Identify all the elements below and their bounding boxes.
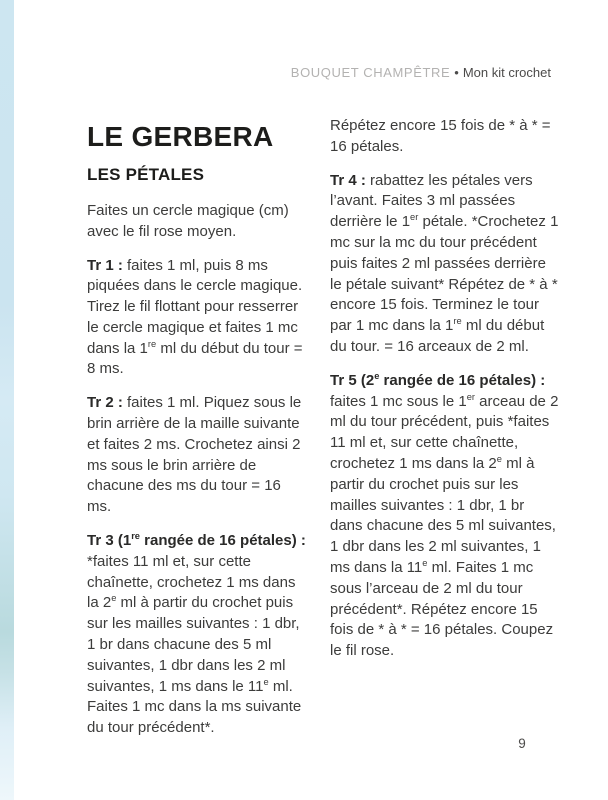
text-run: ml à partir du crochet puis sur les mailles suivantes : 1 dbr, 1 br dans chacune des 5 ml suivantes, 1 dbr dans les 2 ml suivantes, 1 ms dans le 11 xyxy=(87,594,300,695)
paragraph xyxy=(87,531,309,739)
text-run: Faites un cercle magique (cm) avec le fil rose moyen. xyxy=(87,201,289,240)
series-title: BOUQUET CHAMPÊTRE xyxy=(290,65,451,80)
round-label: Tr 4 : xyxy=(330,171,371,189)
running-header xyxy=(291,65,551,81)
text-run: e xyxy=(111,593,117,604)
text-run: rabattez les pétales vers l’avant. Faites 3 ml passées derrière le 1 xyxy=(330,171,533,231)
paragraph xyxy=(87,201,309,243)
text-run: ml du début du tour. = 16 arceaux de 2 ml. xyxy=(330,317,545,355)
text-run: re xyxy=(147,338,157,349)
header-subtitle: Mon kit crochet xyxy=(462,65,551,80)
text-run: er xyxy=(410,212,419,223)
text-run: er xyxy=(466,391,476,402)
section-heading: LES PÉTALES xyxy=(87,165,205,185)
round-label: Tr 3 (1 xyxy=(87,532,132,550)
text-run: pétale. *Crochetez 1 mc sur la mc du tour précédent puis faites 2 ml passées derrière le pétale suivant* Répétez de * à * encore 15 fois. Terminez le tour par 1 mc dans la 1 xyxy=(330,213,559,335)
text-run: faites 1 ml, puis 8 ms piquées dans le cercle magique. Tirez le fil flottant pour resserrer le cercle magique et faites 1 mc dans la 1 xyxy=(87,256,303,357)
page-edge-strip xyxy=(0,0,14,800)
text-run: e xyxy=(263,676,269,687)
paragraph xyxy=(87,393,309,518)
text-run: e xyxy=(496,453,502,464)
text-run: Répétez encore 15 fois de * à * = 16 pétales. xyxy=(330,117,551,155)
round-label: re xyxy=(131,531,140,542)
left-column-text xyxy=(87,201,309,739)
text-run: faites 1 ml. Piquez sous le brin arrière de la maille suivante et faites 2 ms. Crochetez ainsi 2 ms sous le brin arrière de chacune des ms du tour = 16 ms. xyxy=(87,394,302,516)
header-separator-dot: • xyxy=(454,65,459,80)
text-run: arceau de 2 ml du tour précédent, puis *faites 11 ml et, sur cette chaînette, crochetez 1 ms dans la 2 xyxy=(330,392,559,472)
round-label: Tr 2 : xyxy=(87,394,128,412)
text-run: *faites 11 ml et, sur cette chaînette, crochetez 1 ms dans la 2 xyxy=(87,552,296,612)
paragraph xyxy=(330,116,560,158)
right-column-text xyxy=(330,116,560,662)
round-label: Tr 5 (2 xyxy=(330,371,375,389)
paragraph xyxy=(87,256,309,381)
text-run: ml du début du tour = 8 ms. xyxy=(87,339,303,378)
paragraph xyxy=(330,371,560,662)
round-label: e xyxy=(374,370,380,381)
page-number: 9 xyxy=(518,736,526,751)
text-run: re xyxy=(453,316,462,327)
paragraph xyxy=(330,171,560,358)
round-label: rangée de 16 pétales) : xyxy=(379,371,546,389)
left-column xyxy=(87,121,309,752)
round-label: Tr 1 : xyxy=(87,256,128,274)
text-run: e xyxy=(422,557,428,568)
text-run: ml. Faites 1 mc sous l’arceau de 2 ml du tour précédent*. Répétez encore 15 fois de * à * = 16 pétales. Coupez le fil rose. xyxy=(330,558,554,660)
text-run: ml à partir du crochet puis sur les mailles suivantes : 1 dbr, 1 br dans chacune des 5 ml suivantes, 1 dbr dans les 2 ml suivantes, 1 ms dans la 11 xyxy=(330,454,556,576)
text-run: faites 1 mc sous le 1 xyxy=(330,392,467,410)
page-title: LE GERBERA xyxy=(87,121,274,152)
round-label: rangée de 16 pétales) : xyxy=(139,532,306,550)
right-column xyxy=(330,116,560,675)
text-run: ml. Faites 1 mc dans la ms suivante du tour précédent*. xyxy=(87,677,302,737)
